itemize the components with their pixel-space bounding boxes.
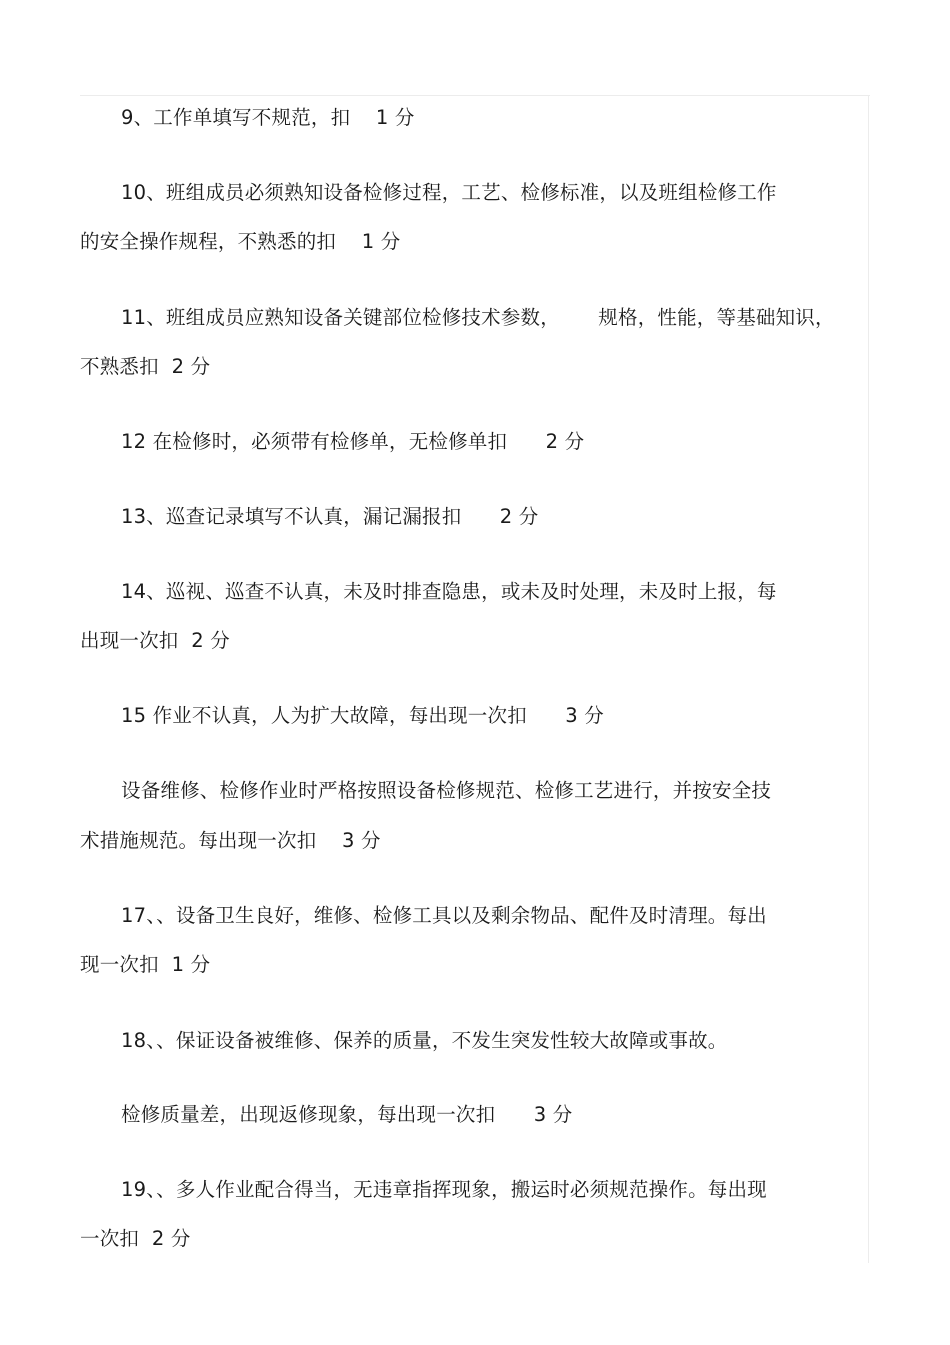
item-10-line-1: 10、班组成员必须熟知设备检修过程，工艺、检修标准，以及班组检修工作 bbox=[121, 181, 777, 204]
item-13-line-1: 13、巡查记录填写不认真，漏记漏报扣 2 分 bbox=[121, 505, 539, 528]
page-border-top bbox=[80, 95, 870, 96]
item-11-line-2: 不熟悉扣 2 分 bbox=[80, 355, 211, 378]
item-16-line-2: 术措施规范。每出现一次扣 3 分 bbox=[80, 829, 381, 852]
item-9-line-1: 9、工作单填写不规范，扣 1 分 bbox=[121, 106, 415, 129]
page-border-right bbox=[868, 95, 869, 1263]
item-17-line-2: 现一次扣 1 分 bbox=[80, 953, 211, 976]
item-18-line-1: 18、、保证设备被维修、保养的质量，不发生突发性较大故障或事故。 bbox=[121, 1029, 728, 1052]
item-16-line-1: 设备维修、检修作业时严格按照设备检修规范、检修工艺进行，并按安全技 bbox=[121, 779, 772, 802]
item-19-line-1: 19、、多人作业配合得当，无违章指挥现象，搬运时必须规范操作。每出现 bbox=[121, 1178, 767, 1201]
item-14-line-2: 出现一次扣 2 分 bbox=[80, 629, 231, 652]
item-15-line-1: 15 作业不认真，人为扩大故障，每出现一次扣 3 分 bbox=[121, 704, 605, 727]
item-18b-line-1: 检修质量差，出现返修现象，每出现一次扣 3 分 bbox=[121, 1103, 573, 1126]
item-11-line-1: 11、班组成员应熟知设备关键部位检修技术参数， 规格，性能，等基础知识， bbox=[121, 306, 835, 329]
item-10-line-2: 的安全操作规程，不熟悉的扣 1 分 bbox=[80, 230, 401, 253]
item-12-line-1: 12 在检修时，必须带有检修单，无检修单扣 2 分 bbox=[121, 430, 585, 453]
item-19-line-2: 一次扣 2 分 bbox=[80, 1227, 191, 1250]
item-14-line-1: 14、巡视、巡查不认真，未及时排查隐患，或未及时处理，未及时上报，每 bbox=[121, 580, 777, 603]
item-17-line-1: 17、、设备卫生良好，维修、检修工具以及剩余物品、配件及时清理。每出 bbox=[121, 904, 767, 927]
